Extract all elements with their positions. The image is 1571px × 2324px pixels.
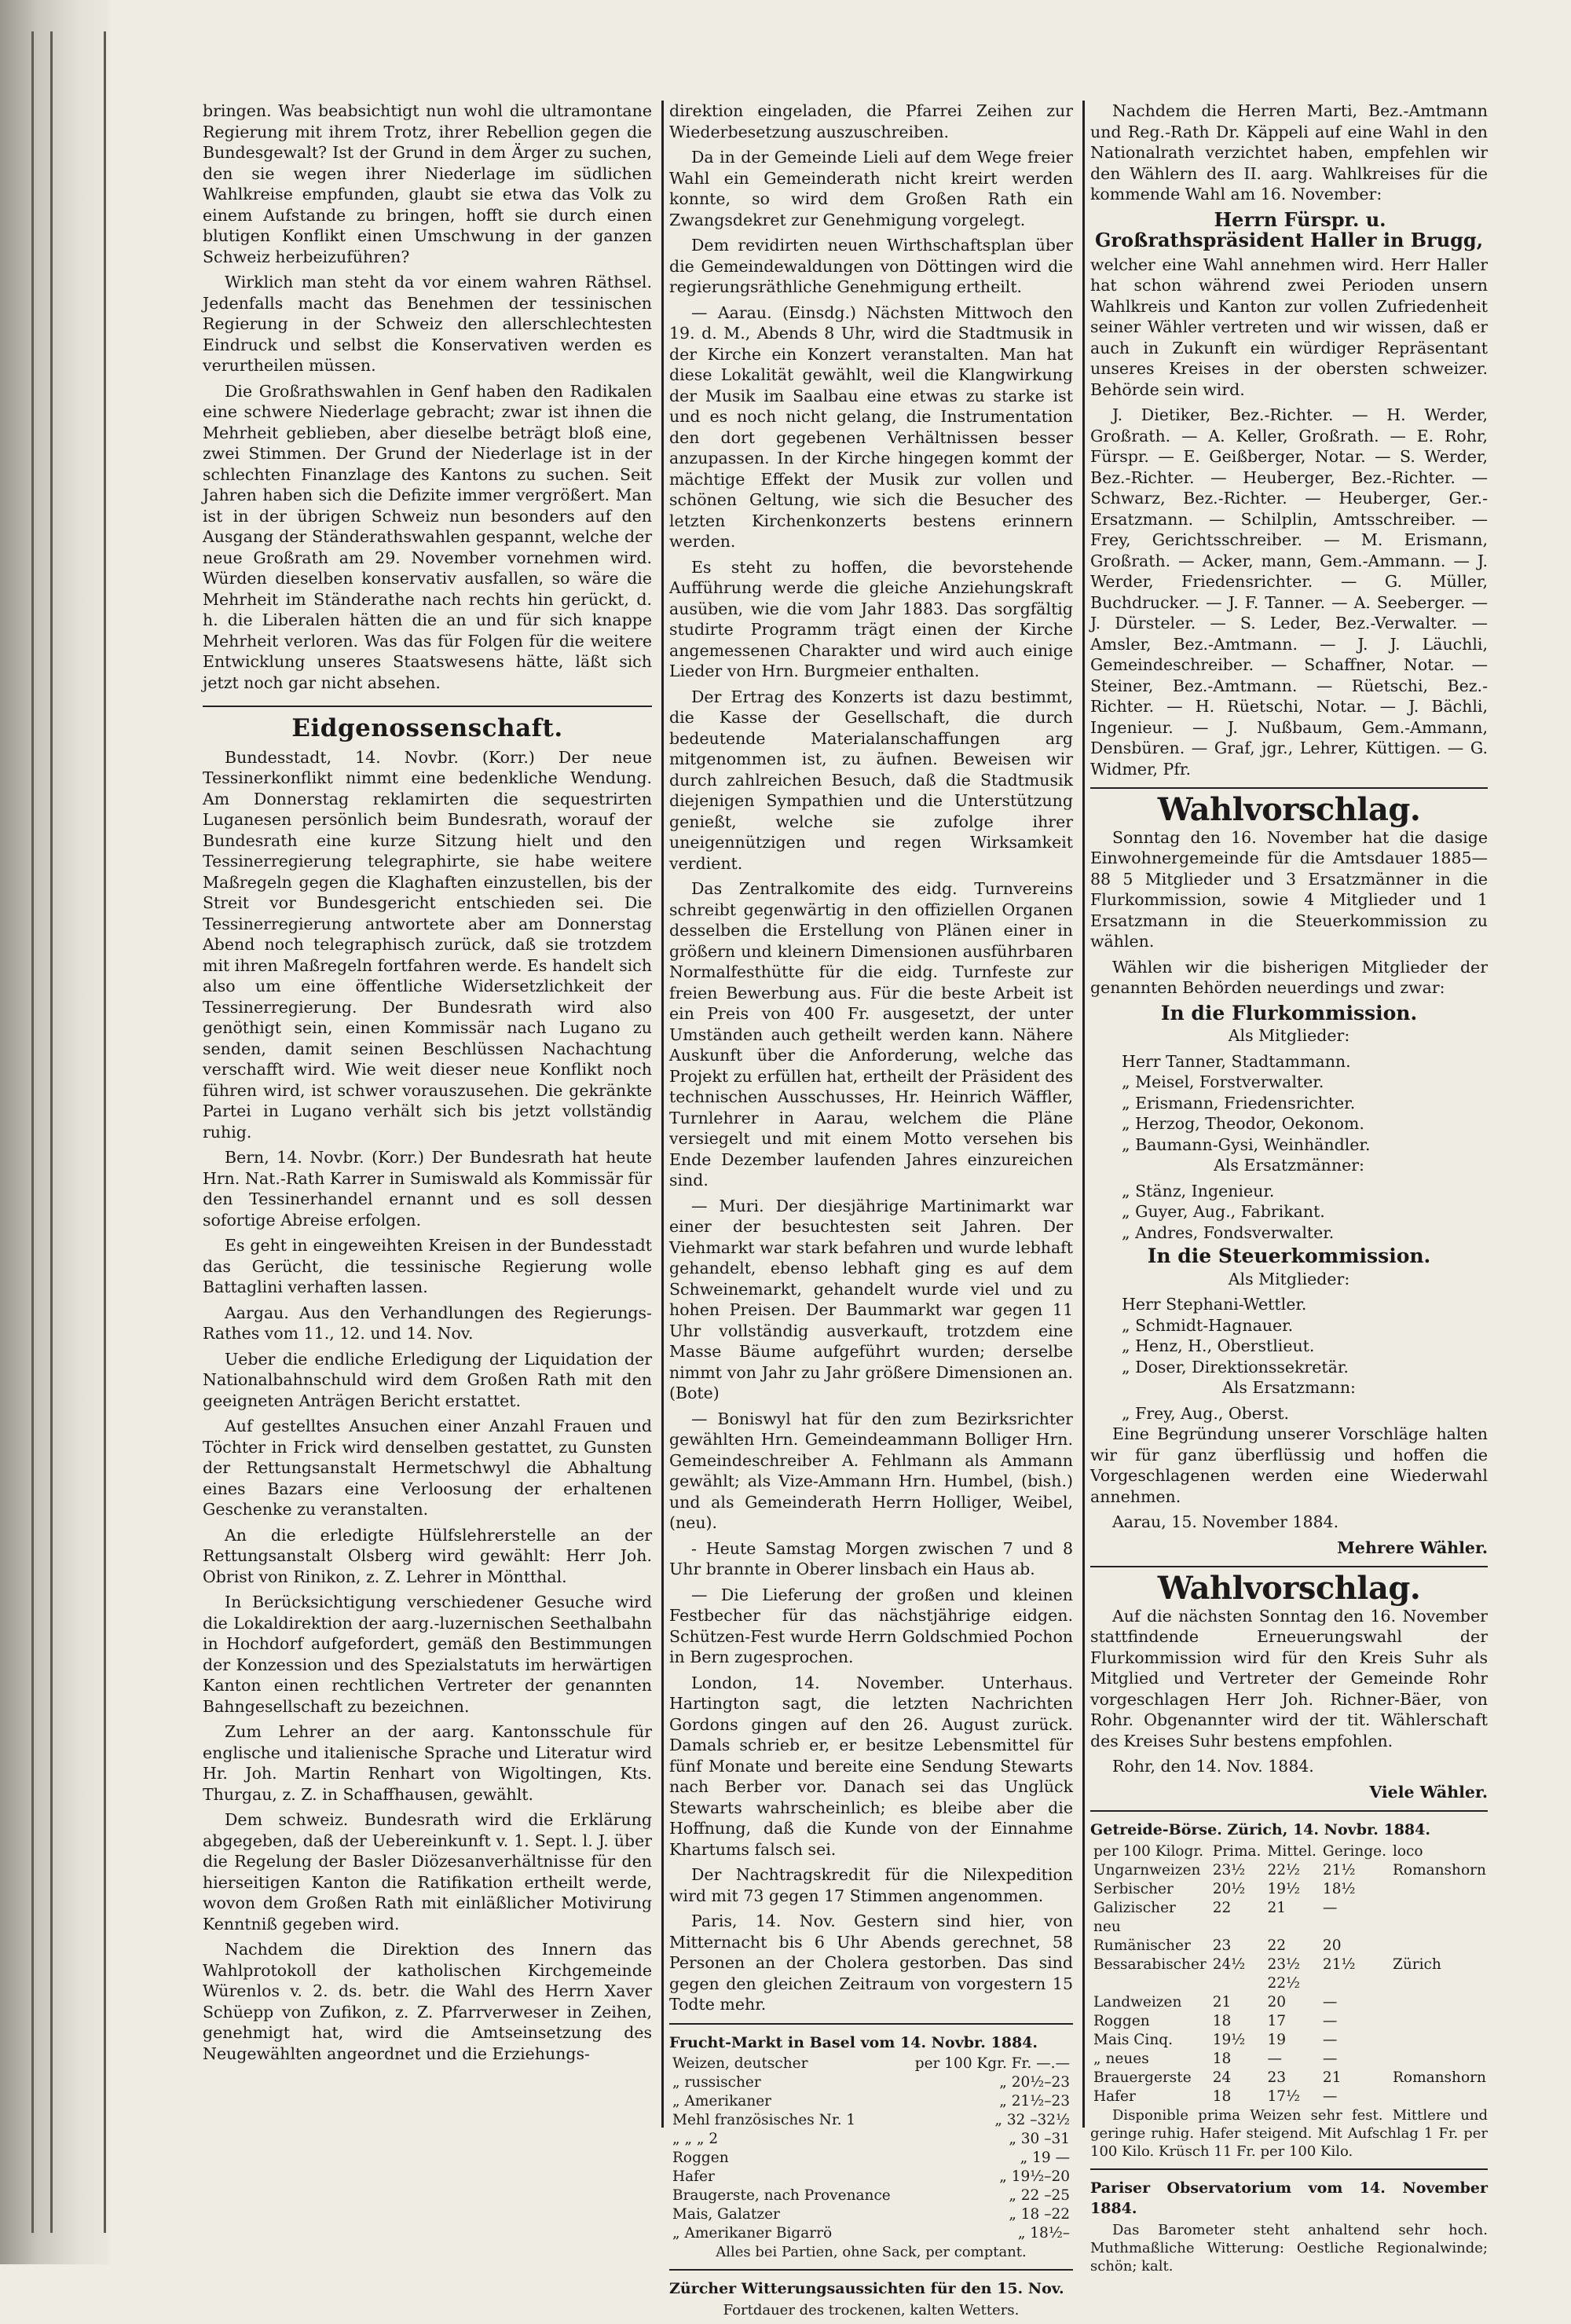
table-row (669, 2092, 1073, 2111)
table-cell (1390, 1880, 1489, 1899)
table-row (1090, 1993, 1489, 2012)
table-row (669, 2055, 1073, 2073)
table-cell: Romanshorn (1393, 2069, 1486, 2086)
article-paragraph: bringen. Was beabsichtigt nun wohl die ultramontane Regierung mit ihrem Trotz, ihrer Rebellion gegen die Bundesgewalt? Ist der Grund in dem Ärger zu suchen, den sie wegen ihrer Niederlage im südlichen Wahlkreise empfunden, glaubt sie etwa das Volk zu einem Aufstande zu bringen, hofft sie durch einen blutigen Konflikt einen Umschwung in der ganzen Schweiz herbeizuführen? (203, 101, 652, 266)
paris-title: Pariser Observatorium vom 14. November 1884. (1090, 2179, 1488, 2217)
market-note: Alles bei Partien, ohne Sack, per comptant. (716, 2244, 1027, 2260)
list-item: „ Guyer, Aug., Fabrikant. (1122, 1202, 1325, 1221)
steuer-members-list (1090, 1294, 1488, 1377)
table-cell (1390, 1899, 1489, 1937)
article-paragraph: — Aarau. (Einsdg.) Nächsten Mittwoch den 19. d. M., Abends 8 Uhr, wird die Stadtmusik in der Kirche ein Konzert veranstalten. Man hat diese Lokalität gewählt, weil die Klangwirkung der Musik im Saalbau eine etwas zu starke ist und es noch nicht gelang, die Instrumentation den dort gegebenen Verhältnissen besser anzupassen. In der Kirche hingegen kommt der mächtige Effekt der Musik zur vollen und schönen Geltung, wie sich die Besucher des letzten Kirchenkonzerts bestens erinnern werden. (669, 302, 1073, 551)
article-paragraph: Nachdem die Herren Marti, Bez.-Amtmann und Reg.-Rath Dr. Käppeli auf eine Wahl in den Nationalrath verzichtet haben, empfehlen wir den Wählern des II. aarg. Wahlkreises für die kommende Wahl am 16. November: (1090, 101, 1488, 203)
table-cell (1390, 1993, 1489, 2012)
table-row (669, 2111, 1073, 2130)
book-spine (0, 0, 110, 2264)
list-item: Herr Stephani-Wettler. (1122, 1295, 1307, 1314)
table-cell: „ 18 –22 (1009, 2206, 1070, 2223)
table-row (1090, 1899, 1489, 1937)
table-cell: 17 (1267, 2012, 1286, 2029)
table-cell: 24½ (1212, 1956, 1246, 1973)
table-cell: Bessarabischer (1093, 1956, 1207, 1973)
table-cell: Ungarnweizen (1093, 1861, 1201, 1879)
article-paragraph: Aargau. Aus den Verhandlungen des Regierungs-Rathes vom 11., 12. und 14. Nov. (203, 1303, 652, 1343)
candidate-name: Herrn Fürspr. u. Großrathspräsident Haller in Brugg, (1094, 207, 1484, 251)
article-paragraph: direktion eingeladen, die Pfarrei Zeihen zur Wiederbesetzung auszuschreiben. (669, 101, 1073, 141)
table-row (1090, 2088, 1489, 2106)
flur-ersatz-list (1090, 1181, 1488, 1244)
table-cell: „ 32 –32½ (994, 2112, 1070, 2128)
article-paragraph: Paris, 14. Nov. Gestern sind hier, von Mitternacht bis 6 Uhr Abends gerechnet, 58 Personen an der Cholera gestorben. Das sind gegen den gleichen Zeitraum von vorgestern 15 Todte mehr. (669, 1912, 1073, 2014)
table-cell: per 100 Kilogr. (1093, 1842, 1204, 1860)
article-paragraph: welcher eine Wahl annehmen wird. Herr Haller hat schon während zwei Perioden unsern Wahlkreis und Kanton zur vollen Zufriedenheit seiner Wähler vertreten und wir wissen, daß er auch in Zukunft ein würdiger Repräsentant unseres Kreises in der obersten schweizer. Behörde sein wird. (1090, 255, 1488, 399)
table-cell: 18 (1212, 2012, 1232, 2029)
table-row (1090, 2031, 1489, 2050)
boerse-note: Disponible prima Weizen sehr fest. Mittlere und geringe ruhig. Hafer steigend. Mit Aufschlag 1 Fr. per 100 Kilo. Krüsch 11 Fr. per 100 Kilo. (1090, 2106, 1488, 2160)
market-table (669, 2055, 1073, 2243)
newspaper-page (110, 0, 1571, 2319)
divider (1090, 2168, 1488, 2170)
table-cell: per 100 Kgr. Fr. —.— (914, 2055, 1070, 2072)
table-cell: 23½ 22½ (1267, 1956, 1300, 1992)
table-cell: „ 18½– (1017, 2225, 1070, 2242)
article-paragraph: An die erledigte Hülfslehrerstelle an der Rettungsanstalt Olsberg wird gewählt: Herr Joh. Obrist von Rinikon, z. Z. Lehrer in Möntthal. (203, 1525, 652, 1586)
boerse-title: Getreide-Börse. Zürich, 14. Novbr. 1884. (1090, 1821, 1430, 1838)
signatories: J. Dietiker, Bez.-Richter. — H. Werder, Großrath. — A. Keller, Großrath. — E. Rohr, Fürspr. — E. Geißberger, Notar. — S. Werder, Bez.-Richter. — Heuberger, Bez.-Richter. — Schwarz, Bez.-Richter. — Heuberger, Ger.-Ersatzmann. — Schilplin, Amtsschreiber. — Frey, Gerichtsschreiber. — M. Erismann, Großrath. — Acker, mann, Gem.-Ammann. — J. Werder, Friedensrichter. — G. Müller, Buchdrucker. — J. F. Tanner. — A. Seeberger. — J. Dürsteler. — S. Leder, Bez.-Verwalter. — Amsler, Bez.-Amtmann. — J. J. Läuchli, Gemeindeschreiber. — Schaffner, Notar. — Steiner, Bez.-Amtmann. — Rüetschi, Bez.-Richter. — H. Rüetschi, Notar. — J. Bächli, Ingenieur. — J. Nußbaum, Gem.-Ammann, Densbüren. — Graf, jgr., Lehrer, Küttigen. — G. Widmer, Pfr. (1090, 405, 1488, 779)
list-item: „ Schmidt-Hagnauer. (1122, 1315, 1294, 1335)
table-cell: 23 (1212, 1937, 1232, 1954)
table-cell (1390, 2031, 1489, 2050)
table-row (1090, 1861, 1489, 1880)
table-cell: Hafer (1093, 2088, 1136, 2105)
table-cell: Roggen (1093, 2012, 1150, 2029)
table-row (669, 2130, 1073, 2149)
table-cell: 23½ (1212, 1861, 1246, 1879)
list-item: Herr Tanner, Stadtammann. (1122, 1051, 1351, 1071)
spine-edge-line (50, 31, 53, 2233)
divider (1090, 1810, 1488, 1812)
signature: Mehrere Wähler. (1337, 1538, 1488, 1557)
table-cell: Prima. (1212, 1842, 1262, 1860)
article-paragraph: — Die Lieferung der großen und kleinen Festbecher für das nächstjährige eidgen. Schützen-Fest wurde Herrn Goldschmied Pochon in Bern zugesprochen. (669, 1585, 1073, 1666)
members-label: Als Mitglieder: (1228, 1269, 1350, 1288)
article-paragraph: Es geht in eingeweihten Kreisen in der Bundesstadt das Gerücht, die tessinische Regierung wolle Battaglini verhaften lassen. (203, 1236, 652, 1296)
table-cell: loco (1393, 1842, 1423, 1860)
table-cell: „ 21½–23 (999, 2093, 1070, 2110)
list-item: „ Meisel, Forstverwalter. (1122, 1072, 1324, 1091)
table-cell: 21 (1267, 1899, 1286, 1916)
article-paragraph: Wirklich man steht da vor einem wahren Räthsel. Jedenfalls macht das Benehmen der tessinischen Regierung in der Schweiz den allerschlechtesten Eindruck und selbst die Konservativen werden es verurtheilen müssen. (203, 273, 652, 375)
article-paragraph: Eine Begründung unserer Vorschläge halten wir für ganz überflüssig und hoffen die Vorgeschlagenen werden eine Wiederwahl annehmen. (1090, 1424, 1488, 1506)
table-cell: Hafer (672, 2168, 715, 2185)
table-cell: — (1322, 1993, 1338, 2011)
dateline: Aarau, 15. November 1884. (1112, 1512, 1339, 1531)
list-item: „ Stänz, Ingenieur. (1122, 1181, 1275, 1200)
table-cell: 19½ (1212, 2031, 1246, 2048)
table-cell: 21 (1322, 2069, 1342, 2086)
table-row (669, 2187, 1073, 2205)
weather-text: Fortdauer des trockenen, kalten Wetters. (723, 2301, 1020, 2319)
table-cell: „ 22 –25 (1009, 2187, 1070, 2204)
table-row (669, 2224, 1073, 2243)
column-left (203, 101, 652, 2069)
article-paragraph: Auf die nächsten Sonntag den 16. November stattfindende Erneuerungswahl der Flurkommission wird für den Kreis Suhr als Mitglied und Vertreter der Gemeinde Rohr vorgeschlagen Herr Joh. Richner-Bäer, von Rohr. Obgenannter wird der tit. Wählerschaft des Kreises Suhr bestens empfohlen. (1090, 1606, 1488, 1750)
table-row (669, 2205, 1073, 2224)
table-cell: „ Amerikaner (672, 2093, 772, 2110)
article-paragraph: Es steht zu hoffen, die bevorstehende Aufführung werde die gleiche Anziehungskraft ausüben, wie die vom Jahr 1883. Das sorgfältig studirte Programm trägt einen der Kirche angemessenen Charakter und wird auch einige Lieder von Hrn. Burgmeier enthalten. (669, 557, 1073, 680)
table-cell: 22 (1267, 1937, 1286, 1954)
table-cell: Mittel. (1267, 1842, 1316, 1860)
table-row (1090, 1956, 1489, 1993)
table-row (1090, 2012, 1489, 2031)
section-heading: Eidgenossenschaft. (203, 706, 652, 739)
wahlvorschlag-heading: Wahlvorschlag. (1157, 1570, 1421, 1607)
table-cell (1390, 1937, 1489, 1956)
table-cell: „ neues (1093, 2050, 1149, 2067)
table-cell: „ 30 –31 (1009, 2131, 1070, 2147)
article-paragraph: Wählen wir die bisherigen Mitglieder der genannten Behörden neuerdings und zwar: (1090, 957, 1488, 997)
article-paragraph: Bundesstadt, 14. Novbr. (Korr.) Der neue Tessinerkonflikt nimmt eine bedenkliche Wendung. Am Donnerstag reklamirten die sequestrirten Luganesen persönlich beim Bundesrath, worauf der Bundesrath eine kurze Sitzung hielt und den Tessinerregierung telegraphirte, sie habe weitere Maßregeln gegen die Klaghaften einzustellen, bis der Streit vor Bundesgericht entschieden sei. Die Tessinerregierung antwortete aber am Donnerstag Abend noch telegraphisch zurück, daß sie trotzdem mit ihren Maßregeln fortfahren werde. Es handelt sich also um eine öffentliche Widersetzlichkeit der Tessinerregierung. Der Bundesrath wird also genöthigt sein, einen Kommissär nach Lugano zu senden, damit seinen Beschlüssen Nachachtung verschafft wird. Wie weit dieser neue Konflikt noch führen wird, ist schwer vorauszusehen. Die gekränkte Partei in Lugano verhält sich bis jetzt vollständig ruhig. (203, 747, 652, 1142)
table-cell: „ Amerikaner Bigarrö (672, 2225, 833, 2242)
article-paragraph: - Heute Samstag Morgen zwischen 7 und 8 Uhr brannte in Oberer linsbach ein Haus ab. (669, 1538, 1073, 1578)
steuer-ersatz: „ Frey, Aug., Oberst. (1122, 1403, 1289, 1423)
table-cell: 18 (1212, 2088, 1232, 2105)
divider (1090, 787, 1488, 789)
article-paragraph: Sonntag den 16. November hat die dasige Einwohnergemeinde für die Amtsdauer 1885—88 5 Mitglieder und 3 Ersatzmänner in die Flurkommission, sowie 4 Mitglieder und 1 Ersatzmann in die Steuerkommission zu wählen. (1090, 827, 1488, 951)
table-row (1090, 2069, 1489, 2088)
table-cell: Mehl französisches Nr. 1 (672, 2112, 856, 2128)
table-cell: 20 (1267, 1993, 1286, 2011)
flur-members-list (1090, 1051, 1488, 1156)
article-paragraph: Ueber die endliche Erledigung der Liquidation der Nationalbahnschuld wird dem Großen Rath mit den geeigneten Anträgen Bericht erstattet. (203, 1349, 652, 1410)
list-item: „ Doser, Direktionssekretär. (1122, 1357, 1349, 1376)
table-row (669, 2149, 1073, 2168)
table-cell: Mais Cinq. (1093, 2031, 1173, 2048)
table-header-row (1090, 1842, 1489, 1861)
table-cell: 19½ (1267, 1880, 1300, 1897)
table-cell: 20½ (1212, 1880, 1246, 1897)
table-row (1090, 2050, 1489, 2069)
table-cell: Rumänischer (1093, 1937, 1191, 1954)
article-paragraph: Auf gestelltes Ansuchen einer Anzahl Frauen und Töchter in Frick wird denselben gestattet, zu Gunsten der Rettungsanstalt Hermetschwyl die Abhaltung eines Bazars eine Verloosung der erhaltenen Geschenke zu veranstalten. (203, 1417, 652, 1519)
table-cell: „ russischer (672, 2074, 761, 2091)
wahlvorschlag-heading: Wahlvorschlag. (1157, 791, 1421, 828)
table-cell: — (1322, 2050, 1338, 2067)
table-cell: 18½ (1322, 1880, 1356, 1897)
article-paragraph: In Berücksichtigung verschiedener Gesuche wird die Lokaldirektion der aarg.-luzernischen Seethalbahn in Hochdorf aufgefordert, gemäß den Bestimmungen der Konzession und des Spezialstatuts im herwärtigen Kanton einen rechtlichen Vertreter der genannten Bahngesellschaft zu bezeichnen. (203, 1593, 652, 1716)
table-row (669, 2073, 1073, 2092)
table-cell: Galizischer neu (1093, 1899, 1176, 1935)
table-cell: Romanshorn (1393, 1861, 1486, 1879)
table-cell: „ 19 — (1020, 2150, 1070, 2166)
article-paragraph: Da in der Gemeinde Lieli auf dem Wege freier Wahl ein Gemeinderath nicht kreirt werden konnte, so wird dem Großen Rath ein Zwangsdekret zur Genehmigung vorgelegt. (669, 148, 1073, 229)
divider (669, 2023, 1073, 2025)
table-cell: „ 20½–23 (999, 2074, 1070, 2091)
column-middle (669, 101, 1073, 2324)
boerse-table (1090, 1842, 1489, 2106)
column-rule (1082, 101, 1085, 2128)
table-cell: 22½ (1267, 1861, 1300, 1879)
spine-edge-line (31, 31, 34, 2233)
table-row (1090, 1880, 1489, 1899)
table-cell: — (1322, 2031, 1338, 2048)
list-item: „ Herzog, Theodor, Oekonom. (1122, 1114, 1364, 1133)
table-cell: Mais, Galatzer (672, 2206, 780, 2223)
table-cell: Roggen (672, 2150, 729, 2166)
list-item: „ Baumann-Gysi, Weinhändler. (1122, 1135, 1371, 1154)
table-cell: — (1267, 2050, 1282, 2067)
table-cell: Serbischer (1093, 1880, 1174, 1897)
page-edge-line (104, 31, 106, 2233)
table-cell: Geringe. (1322, 1842, 1386, 1860)
table-cell (1390, 2050, 1489, 2069)
column-rule (661, 101, 664, 2128)
article-paragraph: Dem revidirten neuen Wirthschaftsplan über die Gemeindewaldungen von Döttingen wird die regierungsräthliche Genehmigung ertheilt. (669, 236, 1073, 296)
table-cell: — (1322, 2088, 1338, 2105)
table-cell: Zürich (1393, 1956, 1441, 1973)
table-cell: Braugerste, nach Provenance (672, 2187, 891, 2204)
market-title: Frucht-Markt in Basel vom 14. Novbr. 1884. (669, 2033, 1038, 2051)
table-cell: 19 (1267, 2031, 1286, 2048)
table-cell: „ 19½–20 (999, 2168, 1070, 2185)
dateline: Rohr, den 14. Nov. 1884. (1112, 1757, 1314, 1776)
list-item: „ Henz, H., Oberstlieut. (1122, 1336, 1315, 1355)
article-paragraph: Zum Lehrer an der aarg. Kantonsschule für englische und italienische Sprache und Literatur wird Hr. Joh. Martin Renhart von Wigoltingen, Kts. Thurgau, z. Z. in Schaffhausen, gewählt. (203, 1722, 652, 1804)
table-cell: Landweizen (1093, 1993, 1182, 2011)
steuerkommission-heading: In die Steuerkommission. (1147, 1244, 1431, 1267)
table-cell (1390, 2088, 1489, 2106)
list-item: „ Andres, Fondsverwalter. (1122, 1222, 1335, 1242)
members-label: Als Mitglieder: (1228, 1026, 1350, 1045)
table-cell: — (1322, 2012, 1338, 2029)
table-cell: 20 (1322, 1937, 1342, 1954)
article-paragraph: London, 14. November. Unterhaus. Hartington sagt, die letzten Nachrichten Gordons gingen auf den 26. August zurück. Damals schrieb er, er besitze Lebensmittel für fünf Monate und bereite eine Sendung Stewarts nach Berber vor. Danach sei das Unglück Stewarts wahrscheinlich; es bleibe aber die Hoffnung, daß die Kunde von der Einnahme Khartums falsch sei. (669, 1673, 1073, 1859)
article-paragraph: Bern, 14. Novbr. (Korr.) Der Bundesrath hat heute Hrn. Nat.-Rath Karrer in Sumiswald als Kommissär für den Tessinerhandel ernannt und es soll dessen sofortige Abreise erfolgen. (203, 1148, 652, 1230)
table-cell (1390, 2012, 1489, 2031)
table-cell: „ „ „ 2 (672, 2131, 719, 2147)
table-cell: — (1322, 1899, 1338, 1916)
table-row (1090, 1937, 1489, 1956)
table-cell: 22 (1212, 1899, 1232, 1916)
divider (669, 2269, 1073, 2271)
table-cell: 18 (1212, 2050, 1232, 2067)
article-paragraph: Das Zentralkomite des eidg. Turnvereins schreibt gegenwärtig in den offiziellen Organen desselben die Erstellung von Plänen einer in größern und kleinern Dimensionen ausführbaren Normalfesthütte für die eidg. Turnfeste zur freien Bewerbung aus. Für die beste Arbeit ist ein Preis von 400 Fr. ausgesetzt, der unter Umständen auch getheilt werden kann. Nähere Auskunft über die Anforderung, welche das Projekt zu erfüllen hat, ertheilt der Präsident des technischen Ausschusses, Hr. Heinrich Wäffler, Turnlehrer in Aarau, welchem die Pläne versiegelt und mit einem Motto versehen bis Ende Dezember laufenden Jahres einzureichen sind. (669, 879, 1073, 1189)
list-item: „ Erismann, Friedensrichter. (1122, 1093, 1356, 1113)
signature: Viele Wähler. (1369, 1782, 1488, 1802)
table-cell: 21½ (1322, 1956, 1356, 1973)
flurkommission-heading: In die Flurkommission. (1160, 1001, 1418, 1025)
table-row (669, 2168, 1073, 2187)
table-cell: Weizen, deutscher (672, 2055, 808, 2072)
table-cell: 21½ (1322, 1861, 1356, 1879)
table-cell: 23 (1267, 2069, 1286, 2086)
paris-text: Das Barometer steht anhaltend sehr hoch. Muthmaßliche Witterung: Oestliche Regionalwinde; schön; kalt. (1090, 2221, 1488, 2275)
divider (1090, 1566, 1488, 1567)
article-paragraph: — Muri. Der diesjährige Martinimarkt war einer der besuchtesten seit Jahren. Der Viehmarkt war stark befahren und wurde lebhaft gehandelt, ebenso lebhaft ging es auf dem Schweinemarkt, gehandelt wurde viel und zu hohen Preisen. Der Baummarkt war gegen 11 Uhr vollständig ausverkauft, trotzdem eine Masse Bäume aufgeführt wurden; derselbe nimmt von Jahr zu Jahr größere Dimensionen an. (Bote) (669, 1196, 1073, 1402)
article-paragraph: Der Nachtragskredit für die Nilexpedition wird mit 73 gegen 17 Stimmen angenommen. (669, 1865, 1073, 1905)
ersatz-label: Als Ersatzmänner: (1214, 1156, 1364, 1175)
article-paragraph: Der Ertrag des Konzerts ist dazu bestimmt, die Kasse der Gesellschaft, die durch bedeutende Materialanschaffungen arg mitgenommen ist, zu äufnen. Beweisen wir durch zahlreichen Besuch, daß die Stadtmusik diejenigen Sympathien und die Unterstützung genießt, welche sie zufolge ihrer uneigennützigen und regen Wirksamkeit verdient. (669, 687, 1073, 873)
ersatzmann-label: Als Ersatzmann: (1222, 1378, 1356, 1397)
table-cell: 24 (1212, 2069, 1232, 2086)
article-paragraph: Dem schweiz. Bundesrath wird die Erklärung abgegeben, daß der Uebereinkunft v. 1. Sept. l. J. über die Regelung der Basler Diözesanverhältnisse für den hierseitigen Kanton die Ratifikation ertheilt werde, wovon dem Großen Rath mit einläßlicher Motivirung Kenntniß gegeben wird. (203, 1810, 652, 1934)
table-cell: 21 (1212, 1993, 1232, 2011)
article-paragraph: Die Großrathswahlen in Genf haben den Radikalen eine schwere Niederlage gebracht; zwar ist ihnen die Mehrheit geblieben, aber dieselbe beträgt bloß eine, zwei Stimmen. Der Grund der Niederlage ist in der schlechten Finanzlage des Kantons zu suchen. Seit Jahren haben sich die Defizite immer vergrößert. Man ist in der übrigen Schweiz nun besonders auf den Ausgang der Ständerathswahlen gespannt, welche der neue Großrath am 29. November vornehmen wird. Würden dieselben konservativ ausfallen, so wäre die Mehrheit im Ständerathe nach rechts hin gerückt, d. h. die Liberalen hätten die an und für sich knappe Mehrheit verloren. Was das für Folgen für die weitere Entwicklung unseres Staatswesens hätte, läßt sich jetzt noch gar nicht absehen. (203, 381, 652, 692)
weather-title: Zürcher Witterungsaussichten für den 15. Nov. (669, 2280, 1064, 2297)
column-right (1090, 101, 1488, 2280)
article-paragraph: — Boniswyl hat für den zum Bezirksrichter gewählten Hrn. Gemeindeammann Bolliger Hrn. Gemeindeschreiber A. Fehlmann als Ammann gewählt; als Vize-Ammann Hrn. Humbel, (bish.) und als Gemeinderath Herrn Holliger, Weibel, (neu). (669, 1409, 1073, 1532)
table-cell: 17½ (1267, 2088, 1300, 2105)
article-paragraph: Nachdem die Direktion des Innern das Wahlprotokoll der katholischen Kirchgemeinde Würenlos v. 2. ds. betr. die Wahl des Herrn Xaver Schüepp von Zufikon, z. Z. Pfarrverweser in Zeihen, genehmigt hat, wird die Amtseinsetzung des Neugewählten angeordnet und die Erziehungs- (203, 1940, 652, 2063)
table-cell: Brauergerste (1093, 2069, 1192, 2086)
